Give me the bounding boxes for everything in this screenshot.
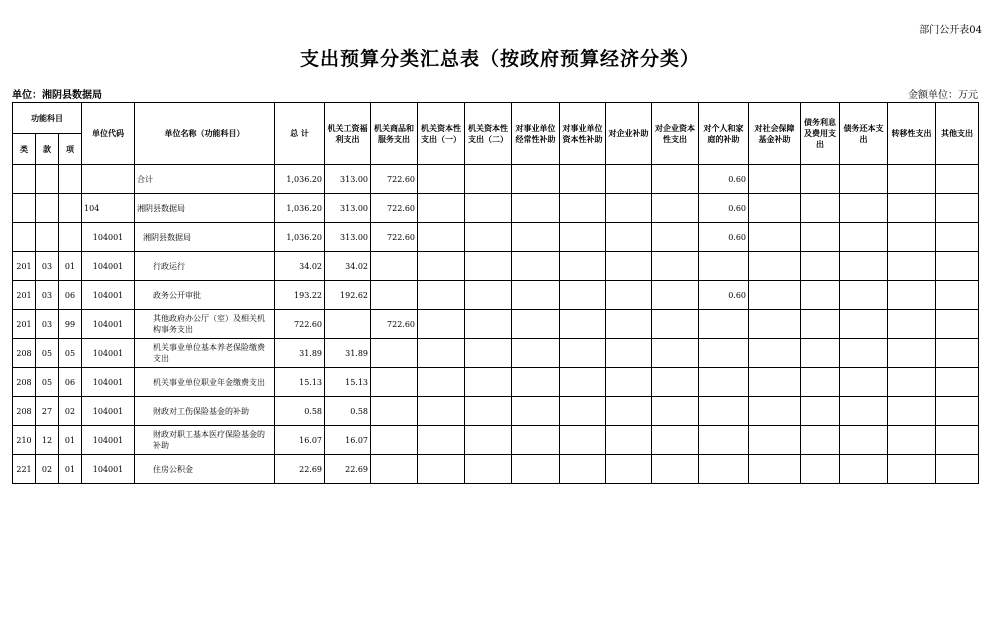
cell-c5 <box>512 339 560 368</box>
cell-c1: 16.07 <box>325 426 371 455</box>
cell-c13 <box>888 397 936 426</box>
cell-c4 <box>465 455 512 484</box>
cell-c14 <box>936 455 979 484</box>
cell-c14 <box>936 310 979 339</box>
table-row <box>13 165 979 194</box>
cell-c7 <box>606 252 652 281</box>
cell-xiang: 01 <box>59 426 82 455</box>
cell-name: 财政对工伤保险基金的补助 <box>135 397 275 426</box>
cell-c8 <box>652 310 699 339</box>
cell-c8 <box>652 368 699 397</box>
cell-c4 <box>465 194 512 223</box>
cell-c1: 0.58 <box>325 397 371 426</box>
cell-c13 <box>888 194 936 223</box>
cell-c2: 722.60 <box>371 310 418 339</box>
cell-code: 104001 <box>82 455 135 484</box>
cell-kuan: 05 <box>36 368 59 397</box>
table-row <box>13 455 979 484</box>
cell-c12 <box>840 310 888 339</box>
cell-c12 <box>840 426 888 455</box>
cell-c6 <box>560 426 606 455</box>
cell-c13 <box>888 310 936 339</box>
cell-c12 <box>840 165 888 194</box>
cell-c3 <box>418 426 465 455</box>
cell-total: 22.69 <box>275 455 325 484</box>
cell-c10 <box>749 223 801 252</box>
cell-c11 <box>801 397 840 426</box>
cell-c12 <box>840 368 888 397</box>
cell-c8 <box>652 223 699 252</box>
cell-c12 <box>840 194 888 223</box>
cell-c2 <box>371 426 418 455</box>
cell-c6 <box>560 455 606 484</box>
cell-c1: 313.00 <box>325 165 371 194</box>
cell-lei: 201 <box>13 281 36 310</box>
cell-lei <box>13 165 36 194</box>
header-unit-name: 单位名称（功能科目） <box>135 103 275 165</box>
cell-total: 1,036.20 <box>275 194 325 223</box>
cell-c13 <box>888 223 936 252</box>
header-c9: 对个人和家庭的补助 <box>699 103 749 165</box>
cell-c14 <box>936 426 979 455</box>
cell-c5 <box>512 368 560 397</box>
cell-c4 <box>465 223 512 252</box>
cell-xiang: 01 <box>59 455 82 484</box>
cell-c2 <box>371 368 418 397</box>
cell-c3 <box>418 165 465 194</box>
cell-c3 <box>418 455 465 484</box>
cell-c14 <box>936 165 979 194</box>
cell-c11 <box>801 426 840 455</box>
table-row <box>13 223 979 252</box>
header-kuan: 款 <box>36 134 59 165</box>
cell-c10 <box>749 194 801 223</box>
cell-kuan: 03 <box>36 252 59 281</box>
cell-c2: 722.60 <box>371 194 418 223</box>
cell-c8 <box>652 281 699 310</box>
cell-kuan: 27 <box>36 397 59 426</box>
cell-c6 <box>560 397 606 426</box>
cell-c6 <box>560 223 606 252</box>
cell-code: 104001 <box>82 252 135 281</box>
cell-c4 <box>465 397 512 426</box>
cell-total: 1,036.20 <box>275 165 325 194</box>
header-c5: 对事业单位经常性补助 <box>512 103 560 165</box>
header-total: 总 计 <box>275 103 325 165</box>
cell-c11 <box>801 252 840 281</box>
cell-kuan: 12 <box>36 426 59 455</box>
cell-c9: 0.60 <box>699 165 749 194</box>
cell-c6 <box>560 339 606 368</box>
header-xiang: 项 <box>59 134 82 165</box>
cell-c3 <box>418 397 465 426</box>
cell-xiang: 02 <box>59 397 82 426</box>
cell-code: 104001 <box>82 310 135 339</box>
cell-c10 <box>749 252 801 281</box>
cell-c12 <box>840 223 888 252</box>
cell-c14 <box>936 252 979 281</box>
table-row <box>13 426 979 455</box>
cell-c9 <box>699 397 749 426</box>
cell-c12 <box>840 281 888 310</box>
cell-c3 <box>418 252 465 281</box>
cell-c11 <box>801 455 840 484</box>
header-c10: 对社会保障基金补助 <box>749 103 801 165</box>
cell-c7 <box>606 397 652 426</box>
cell-c11 <box>801 281 840 310</box>
cell-c7 <box>606 165 652 194</box>
cell-code: 104001 <box>82 426 135 455</box>
cell-c7 <box>606 426 652 455</box>
cell-name: 湘阴县数据局 <box>135 194 275 223</box>
cell-c8 <box>652 455 699 484</box>
cell-c9: 0.60 <box>699 281 749 310</box>
cell-total: 16.07 <box>275 426 325 455</box>
cell-c12 <box>840 339 888 368</box>
cell-c3 <box>418 194 465 223</box>
cell-c10 <box>749 310 801 339</box>
cell-c7 <box>606 310 652 339</box>
cell-total: 0.58 <box>275 397 325 426</box>
table-row <box>13 368 979 397</box>
cell-name: 湘阴县数据局 <box>135 223 275 252</box>
cell-c4 <box>465 426 512 455</box>
cell-c10 <box>749 339 801 368</box>
cell-total: 31.89 <box>275 339 325 368</box>
cell-c8 <box>652 339 699 368</box>
header-c14: 其他支出 <box>936 103 979 165</box>
cell-c14 <box>936 397 979 426</box>
cell-code: 104 <box>82 194 135 223</box>
cell-c8 <box>652 165 699 194</box>
cell-xiang: 01 <box>59 252 82 281</box>
cell-lei: 208 <box>13 397 36 426</box>
header-c1: 机关工资福利支出 <box>325 103 371 165</box>
cell-c1: 313.00 <box>325 194 371 223</box>
cell-c6 <box>560 165 606 194</box>
cell-c4 <box>465 252 512 281</box>
cell-c13 <box>888 368 936 397</box>
cell-code: 104001 <box>82 397 135 426</box>
cell-c7 <box>606 339 652 368</box>
cell-c5 <box>512 194 560 223</box>
cell-c7 <box>606 368 652 397</box>
cell-c9 <box>699 339 749 368</box>
table-row <box>13 339 979 368</box>
cell-c9 <box>699 310 749 339</box>
cell-c10 <box>749 281 801 310</box>
cell-xiang <box>59 194 82 223</box>
cell-name: 行政运行 <box>135 252 275 281</box>
cell-lei <box>13 223 36 252</box>
cell-c6 <box>560 281 606 310</box>
cell-c14 <box>936 281 979 310</box>
cell-c7 <box>606 281 652 310</box>
table-row <box>13 252 979 281</box>
cell-c1: 34.02 <box>325 252 371 281</box>
cell-lei: 210 <box>13 426 36 455</box>
cell-c2: 722.60 <box>371 223 418 252</box>
cell-c13 <box>888 252 936 281</box>
cell-total: 722.60 <box>275 310 325 339</box>
cell-c2 <box>371 252 418 281</box>
cell-c2 <box>371 455 418 484</box>
cell-code <box>82 165 135 194</box>
cell-c8 <box>652 426 699 455</box>
expenditure-table <box>12 102 979 484</box>
cell-c12 <box>840 455 888 484</box>
cell-c5 <box>512 397 560 426</box>
cell-kuan: 03 <box>36 281 59 310</box>
cell-c3 <box>418 339 465 368</box>
cell-c2: 722.60 <box>371 165 418 194</box>
cell-c2 <box>371 339 418 368</box>
cell-lei: 208 <box>13 339 36 368</box>
cell-c5 <box>512 165 560 194</box>
header-unit-code: 单位代码 <box>82 103 135 165</box>
cell-c3 <box>418 281 465 310</box>
cell-c10 <box>749 426 801 455</box>
cell-c8 <box>652 194 699 223</box>
table-row <box>13 397 979 426</box>
cell-c14 <box>936 368 979 397</box>
cell-c4 <box>465 310 512 339</box>
cell-total: 15.13 <box>275 368 325 397</box>
cell-c4 <box>465 165 512 194</box>
cell-c13 <box>888 426 936 455</box>
cell-c5 <box>512 223 560 252</box>
cell-c7 <box>606 194 652 223</box>
cell-c7 <box>606 455 652 484</box>
unit-label: 单位：湘阴县数据局 <box>12 90 102 101</box>
cell-c9: 0.60 <box>699 223 749 252</box>
form-code: 部门公开表04 <box>919 25 982 36</box>
cell-c13 <box>888 455 936 484</box>
cell-c3 <box>418 223 465 252</box>
cell-c9 <box>699 455 749 484</box>
cell-c3 <box>418 368 465 397</box>
cell-lei: 208 <box>13 368 36 397</box>
cell-name: 机关事业单位基本养老保险缴费支出 <box>135 339 275 368</box>
cell-c5 <box>512 252 560 281</box>
cell-c9 <box>699 426 749 455</box>
cell-c6 <box>560 252 606 281</box>
cell-c7 <box>606 223 652 252</box>
cell-c5 <box>512 455 560 484</box>
cell-c4 <box>465 281 512 310</box>
header-c2: 机关商品和服务支出 <box>371 103 418 165</box>
cell-name: 其他政府办公厅（室）及相关机构事务支出 <box>135 310 275 339</box>
cell-total: 193.22 <box>275 281 325 310</box>
table-row <box>13 194 979 223</box>
table-body <box>13 165 979 484</box>
cell-xiang: 06 <box>59 281 82 310</box>
cell-c9 <box>699 252 749 281</box>
cell-lei: 201 <box>13 310 36 339</box>
table-row <box>13 281 979 310</box>
header-c12: 债务还本支出 <box>840 103 888 165</box>
cell-code: 104001 <box>82 339 135 368</box>
cell-c11 <box>801 339 840 368</box>
cell-c10 <box>749 368 801 397</box>
header-c7: 对企业补助 <box>606 103 652 165</box>
cell-xiang <box>59 223 82 252</box>
cell-c1: 31.89 <box>325 339 371 368</box>
cell-c14 <box>936 339 979 368</box>
cell-kuan <box>36 194 59 223</box>
cell-c10 <box>749 165 801 194</box>
amount-unit-label: 金额单位：万元 <box>908 90 978 101</box>
cell-c14 <box>936 223 979 252</box>
cell-xiang: 99 <box>59 310 82 339</box>
cell-kuan: 05 <box>36 339 59 368</box>
cell-c8 <box>652 252 699 281</box>
cell-kuan <box>36 165 59 194</box>
cell-name: 财政对职工基本医疗保险基金的补助 <box>135 426 275 455</box>
cell-c5 <box>512 281 560 310</box>
header-c8: 对企业资本性支出 <box>652 103 699 165</box>
cell-c13 <box>888 339 936 368</box>
page-title: 支出预算分类汇总表（按政府预算经济分类） <box>299 48 700 70</box>
cell-lei: 221 <box>13 455 36 484</box>
cell-c2 <box>371 281 418 310</box>
cell-total: 34.02 <box>275 252 325 281</box>
cell-code: 104001 <box>82 281 135 310</box>
cell-c11 <box>801 310 840 339</box>
cell-c9: 0.60 <box>699 194 749 223</box>
cell-c8 <box>652 397 699 426</box>
cell-xiang <box>59 165 82 194</box>
header-c13: 转移性支出 <box>888 103 936 165</box>
cell-code: 104001 <box>82 223 135 252</box>
cell-c4 <box>465 368 512 397</box>
cell-kuan: 03 <box>36 310 59 339</box>
cell-c2 <box>371 397 418 426</box>
cell-c1 <box>325 310 371 339</box>
header-func-subject: 功能科目 <box>13 103 82 134</box>
cell-xiang: 06 <box>59 368 82 397</box>
header-c6: 对事业单位资本性补助 <box>560 103 606 165</box>
cell-code: 104001 <box>82 368 135 397</box>
cell-c10 <box>749 455 801 484</box>
cell-c1: 313.00 <box>325 223 371 252</box>
cell-name: 政务公开审批 <box>135 281 275 310</box>
cell-name: 合计 <box>135 165 275 194</box>
cell-c5 <box>512 310 560 339</box>
cell-c1: 15.13 <box>325 368 371 397</box>
cell-c11 <box>801 165 840 194</box>
cell-kuan: 02 <box>36 455 59 484</box>
cell-name: 住房公积金 <box>135 455 275 484</box>
cell-c13 <box>888 165 936 194</box>
cell-c11 <box>801 194 840 223</box>
header-lei: 类 <box>13 134 36 165</box>
header-c11: 债务利息及费用支出 <box>801 103 840 165</box>
cell-c9 <box>699 368 749 397</box>
cell-c4 <box>465 339 512 368</box>
cell-c6 <box>560 194 606 223</box>
cell-c10 <box>749 397 801 426</box>
cell-c6 <box>560 310 606 339</box>
cell-c11 <box>801 223 840 252</box>
cell-c13 <box>888 281 936 310</box>
cell-c5 <box>512 426 560 455</box>
cell-lei: 201 <box>13 252 36 281</box>
cell-c12 <box>840 397 888 426</box>
cell-c6 <box>560 368 606 397</box>
cell-c3 <box>418 310 465 339</box>
cell-c11 <box>801 368 840 397</box>
cell-xiang: 05 <box>59 339 82 368</box>
cell-total: 1,036.20 <box>275 223 325 252</box>
header-c4: 机关资本性支出（二） <box>465 103 512 165</box>
cell-c1: 192.62 <box>325 281 371 310</box>
cell-name: 机关事业单位职业年金缴费支出 <box>135 368 275 397</box>
cell-c12 <box>840 252 888 281</box>
cell-c1: 22.69 <box>325 455 371 484</box>
cell-lei <box>13 194 36 223</box>
header-c3: 机关资本性支出（一） <box>418 103 465 165</box>
cell-c14 <box>936 194 979 223</box>
cell-kuan <box>36 223 59 252</box>
table-row <box>13 310 979 339</box>
